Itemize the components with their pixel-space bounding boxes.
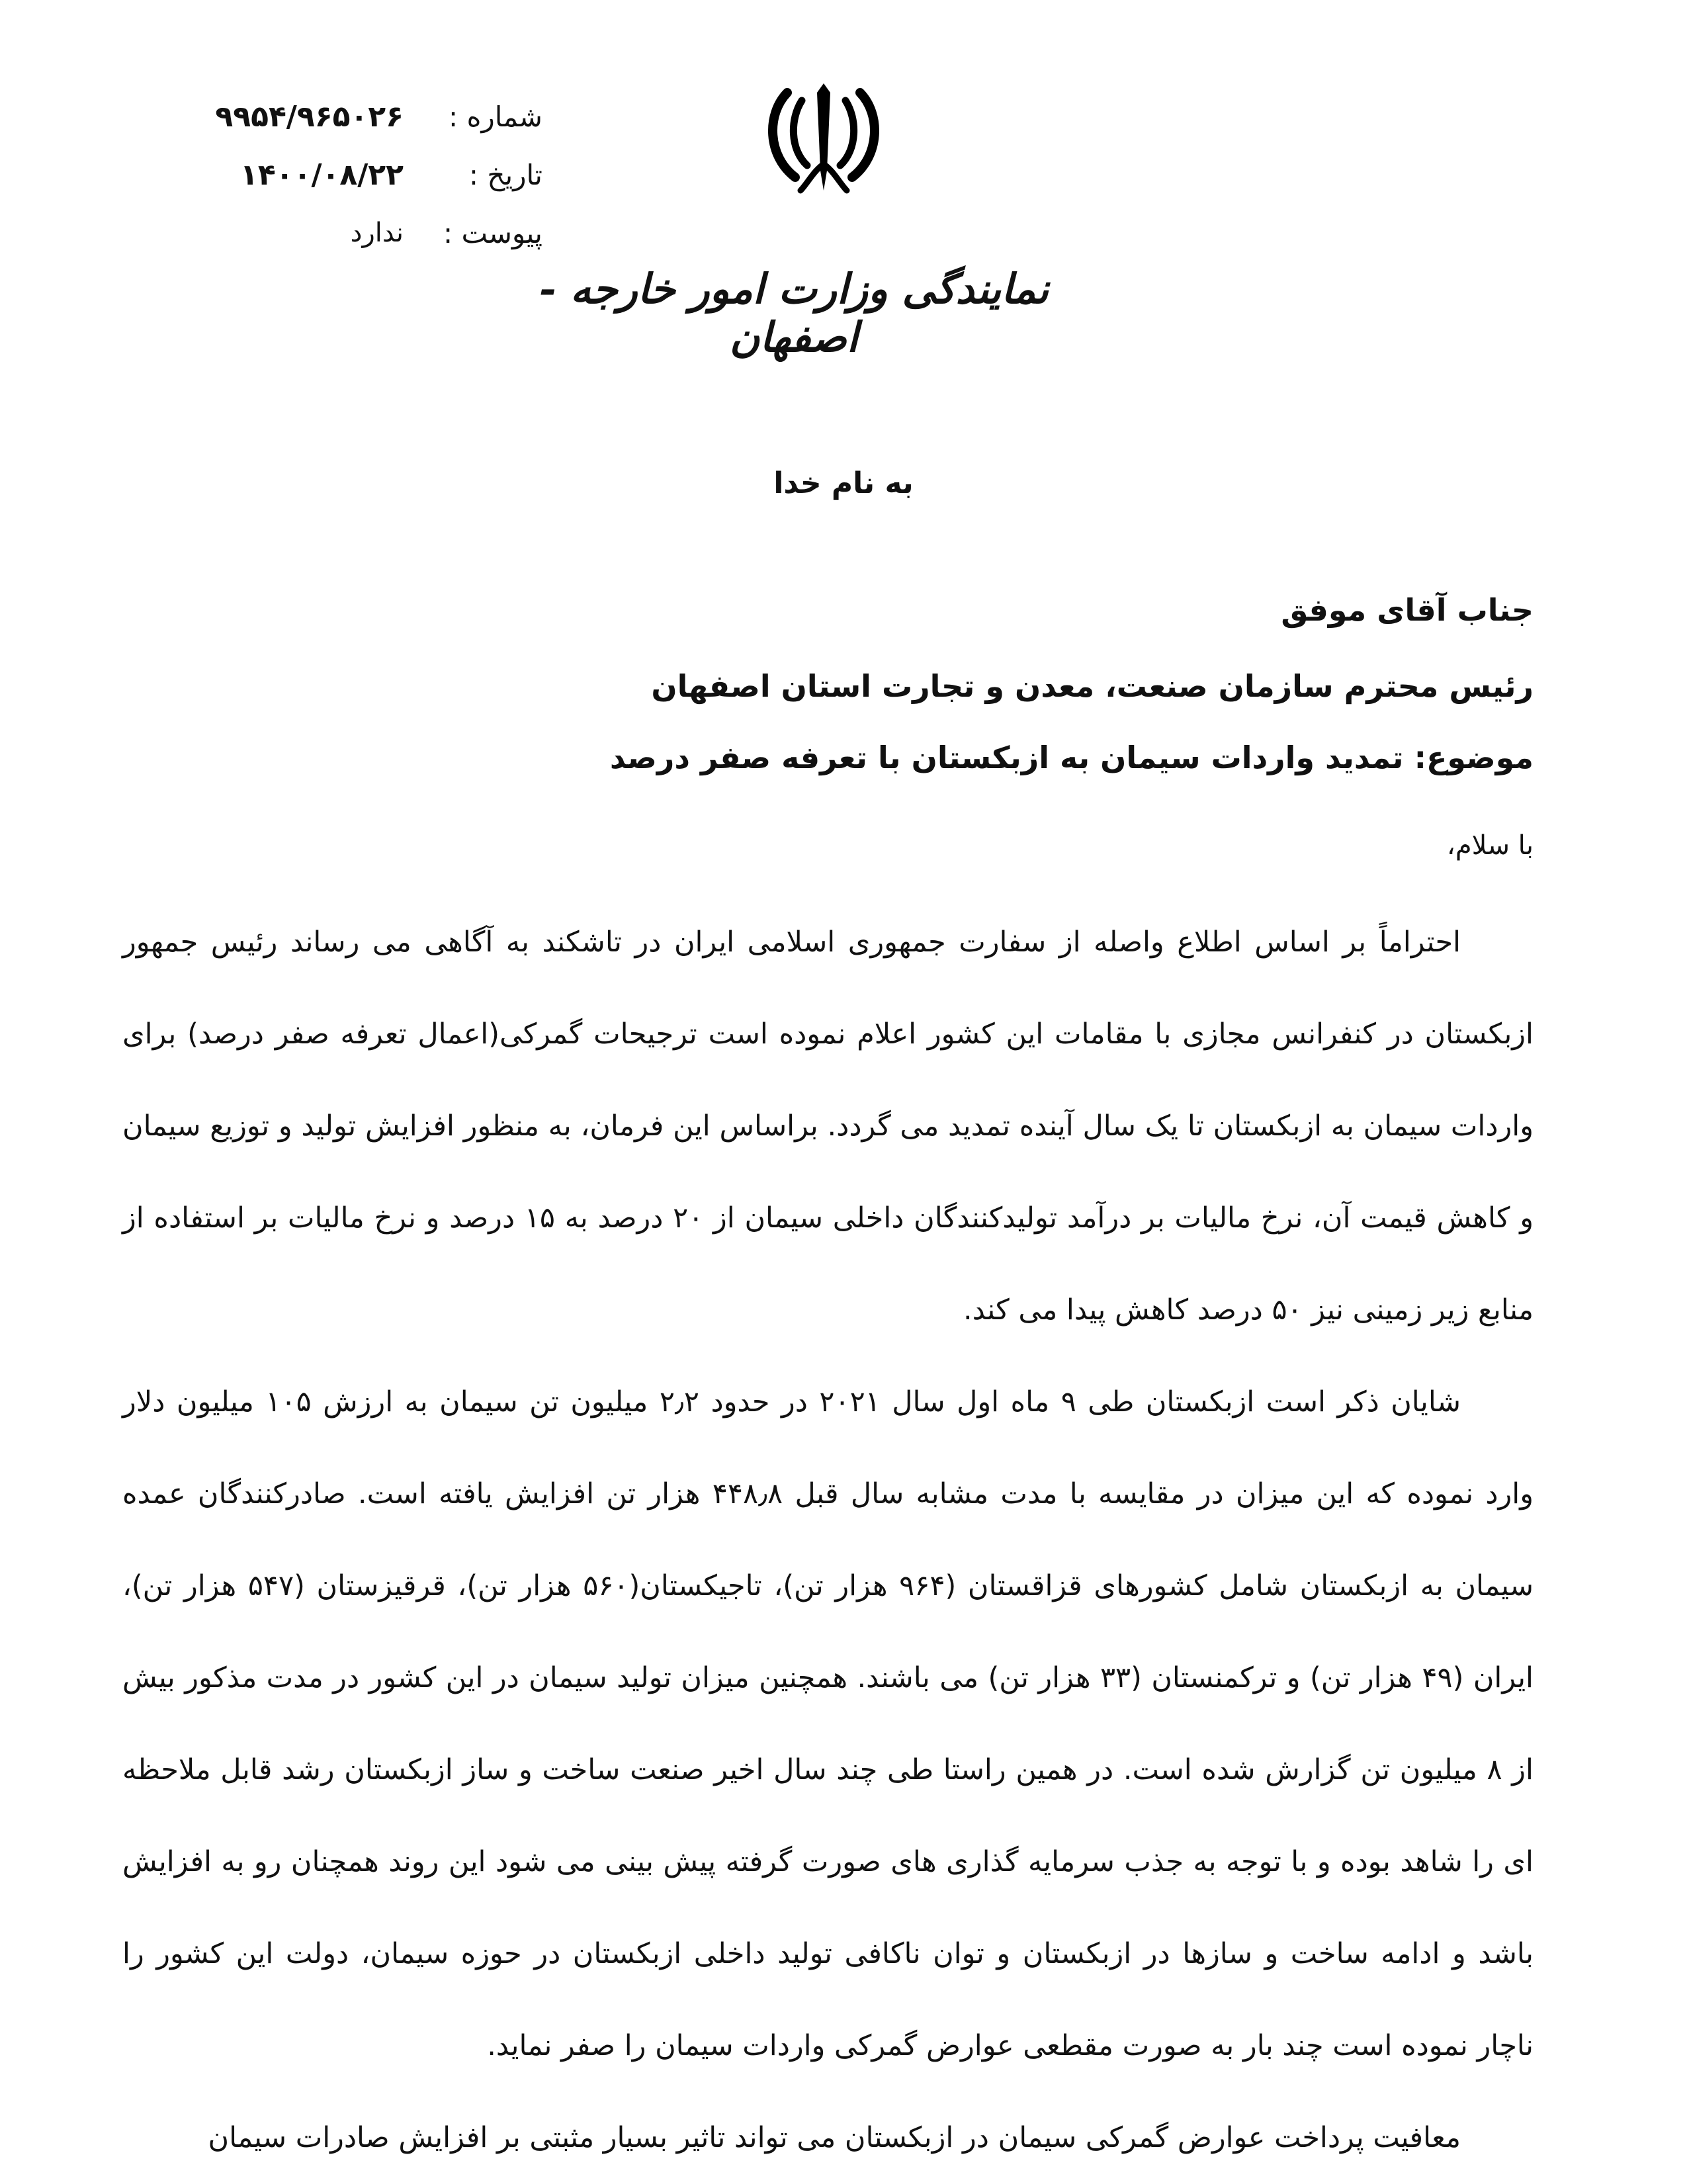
letter-attachment-value: ندارد (350, 218, 404, 248)
letter-attachment-row (132, 204, 542, 262)
letter-attachment-label: پیوست : (443, 216, 542, 249)
letter-date-value: ۱۴۰۰/۰۸/۲۲ (240, 157, 404, 192)
letter-body (122, 896, 1534, 2184)
letter-date-row (132, 146, 542, 204)
letter-number-label: شماره : (448, 100, 542, 133)
letter-subject: موضوع: تمدید واردات سیمان به ازبکستان با تعرفه صفر درصد (609, 740, 1534, 775)
letter-number-row (132, 87, 542, 146)
letter-date-label: تاریخ : (468, 158, 542, 191)
body-paragraph: احتراماً بر اساس اطلاع واصله از سفارت جمهوری اسلامی ایران در تاشکند به آگاهی می رساند رئیس جمهور ازبکستان در کنفرانس مجازی با مقامات این کشور اعلام نموده است ترجیحات گمرکی(اعمال تعرفه صفر درصد) برای واردات سیمان به ازبکستان تا یک سال آینده تمدید می گردد. براساس این فرمان، به منظور افزایش تولید و توزیع سیمان و کاهش قیمت آن، نرخ مالیات بر درآمد تولیدکنندگان داخلی سیمان از ۲۰ درصد به ۱۵ درصد و نرخ مالیات بر استفاده از منابع زیر زمینی نیز ۵۰ درصد کاهش پیدا می کند. (122, 926, 1534, 1327)
letter-metadata (132, 87, 542, 262)
iran-emblem-icon (761, 78, 887, 197)
body-paragraph: معافیت پرداخت عوارض گمرکی سیمان در ازبکستان می تواند تاثیر بسیار مثبتی بر افزایش صادرات سیمان (208, 2121, 1461, 2154)
letter-number-value: ۹۹۵۴/۹۶۵۰۲۶ (215, 99, 404, 134)
letter-greeting: با سلام، (1446, 830, 1534, 861)
recipient-title: رئیس محترم سازمان صنعت، معدن و تجارت استان اصفهان (651, 668, 1534, 704)
bismillah-heading: به نام خدا (773, 466, 914, 500)
body-paragraph: شایان ذکر است ازبکستان طی ۹ ماه اول سال ۲۰۲۱ در حدود ۲٫۲ میلیون تن سیمان به ارزش ۱۰۵ میلیون دلار وارد نموده که این میزان در مقایسه با مدت مشابه سال قبل ۴۴۸٫۸ هزار تن افزایش یافته است. صادرکنندگان عمده سیمان به ازبکستان شامل کشورهای قزاقستان (۹۶۴ هزار تن)، تاجیکستان(۵۶۰ هزار تن)، قرقیزستان (۵۴۷ هزار تن)، ایران (۴۹ هزار تن) و ترکمنستان (۳۳ هزار تن) می باشند. همچنین میزان تولید سیمان در این کشور در مدت مذکور بیش از ۸ میلیون تن گزارش شده است. در همین راستا طی چند سال اخیر صنعت ساخت و ساز ازبکستان رشد قابل ملاحظه ای را شاهد بوده و با توجه به جذب سرمایه گذاری های صورت گرفته پیش بینی می شود این روند همچنان رو به افزایش باشد و ادامه ساخت و سازها در ازبکستان و توان ناکافی تولید داخلی ازبکستان در حوزه سیمان، دولت این کشور را ناچار نموده است چند بار به صورت مقطعی عوارض گمرکی واردات سیمان را صفر نماید. (122, 1385, 1534, 2062)
office-header-title: نمایندگی وزارت امور خارجه - اصفهان (539, 265, 1049, 361)
recipient-name: جناب آقای موفق (1281, 592, 1534, 628)
